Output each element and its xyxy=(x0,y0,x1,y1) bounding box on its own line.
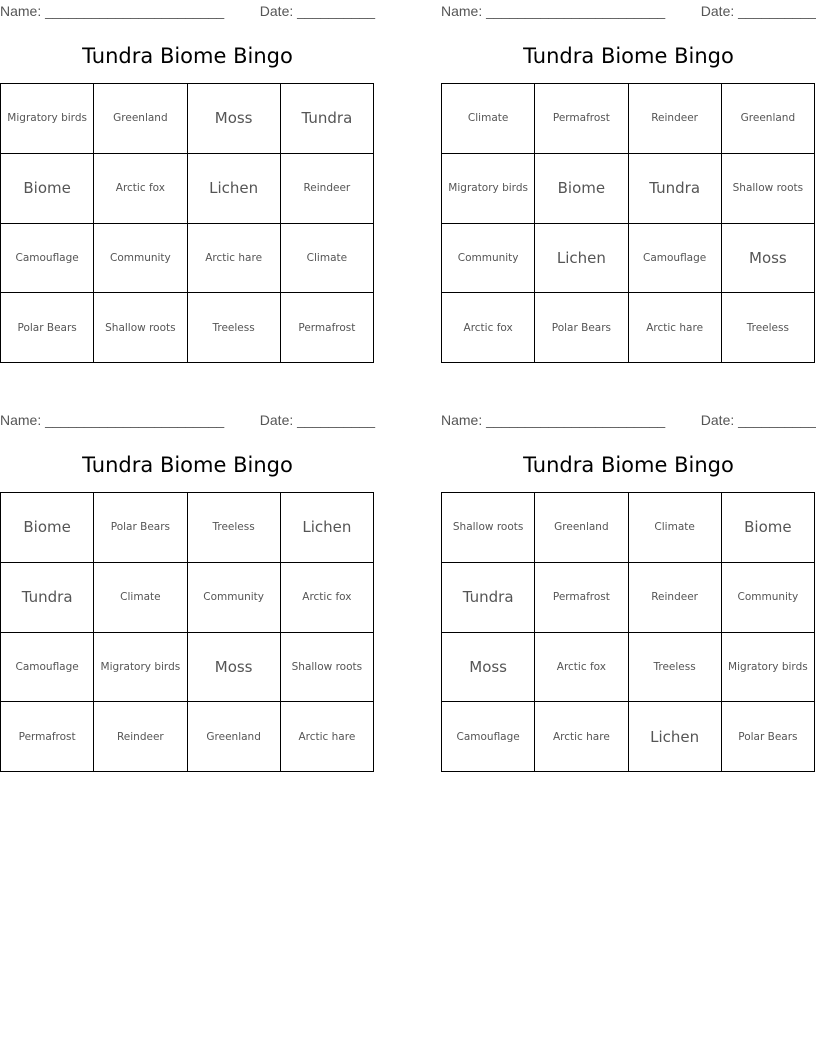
bingo-cell: Climate xyxy=(442,84,535,154)
bingo-cell: Arctic hare xyxy=(188,224,281,294)
card-title: Tundra Biome Bingo xyxy=(82,453,293,477)
bingo-cell: Lichen xyxy=(281,493,374,563)
bingo-cell: Arctic fox xyxy=(442,293,535,363)
bingo-card-3 xyxy=(0,409,375,743)
name-field: Name: _______________________ xyxy=(441,3,666,19)
bingo-grid xyxy=(0,492,374,772)
bingo-cell: Arctic hare xyxy=(535,702,628,772)
bingo-cell: Migratory birds xyxy=(442,154,535,224)
bingo-card-1 xyxy=(0,0,375,334)
bingo-card-4 xyxy=(441,409,816,746)
bingo-cell: Reindeer xyxy=(629,84,722,154)
bingo-cell: Shallow roots xyxy=(94,293,187,363)
bingo-cell: Community xyxy=(188,563,281,633)
bingo-cell: Camouflage xyxy=(1,633,94,703)
bingo-cell: Polar Bears xyxy=(1,293,94,363)
bingo-cell: Reindeer xyxy=(629,563,722,633)
bingo-cell: Greenland xyxy=(188,702,281,772)
bingo-cell: Treeless xyxy=(188,493,281,563)
card-title: Tundra Biome Bingo xyxy=(523,44,734,68)
bingo-cell: Community xyxy=(94,224,187,294)
bingo-cell: Greenland xyxy=(722,84,815,154)
name-field: Name: _______________________ xyxy=(0,412,225,428)
bingo-cell: Arctic fox xyxy=(281,563,374,633)
bingo-cell: Permafrost xyxy=(281,293,374,363)
bingo-cell: Camouflage xyxy=(442,702,535,772)
bingo-cell: Camouflage xyxy=(629,224,722,294)
bingo-card-2 xyxy=(441,0,816,334)
bingo-cell: Climate xyxy=(281,224,374,294)
bingo-cell: Arctic hare xyxy=(629,293,722,363)
bingo-cell: Greenland xyxy=(94,84,187,154)
bingo-cell: Tundra xyxy=(1,563,94,633)
bingo-cell: Lichen xyxy=(188,154,281,224)
bingo-cell: Tundra xyxy=(442,563,535,633)
bingo-cell: Lichen xyxy=(629,702,722,772)
bingo-cell: Treeless xyxy=(629,633,722,703)
date-field: Date: __________ xyxy=(700,3,816,19)
bingo-cell: Permafrost xyxy=(535,563,628,633)
bingo-cell: Permafrost xyxy=(1,702,94,772)
bingo-cell: Tundra xyxy=(281,84,374,154)
bingo-cell: Biome xyxy=(1,493,94,563)
bingo-cell: Migratory birds xyxy=(722,633,815,703)
bingo-cell: Reindeer xyxy=(94,702,187,772)
bingo-cell: Tundra xyxy=(629,154,722,224)
bingo-cell: Arctic fox xyxy=(535,633,628,703)
bingo-cell: Migratory birds xyxy=(1,84,94,154)
bingo-cell: Treeless xyxy=(722,293,815,363)
bingo-cell: Migratory birds xyxy=(94,633,187,703)
bingo-cell: Greenland xyxy=(535,493,628,563)
bingo-grid xyxy=(0,83,374,363)
card-title: Tundra Biome Bingo xyxy=(82,44,293,68)
bingo-cell: Shallow roots xyxy=(281,633,374,703)
bingo-cell: Moss xyxy=(188,84,281,154)
name-field: Name: _______________________ xyxy=(441,412,666,428)
bingo-cell: Permafrost xyxy=(535,84,628,154)
bingo-cell: Reindeer xyxy=(281,154,374,224)
bingo-cell: Polar Bears xyxy=(535,293,628,363)
bingo-cell: Arctic hare xyxy=(281,702,374,772)
bingo-cell: Climate xyxy=(629,493,722,563)
bingo-cell: Treeless xyxy=(188,293,281,363)
bingo-cell: Polar Bears xyxy=(94,493,187,563)
date-field: Date: __________ xyxy=(700,412,816,428)
bingo-cell: Lichen xyxy=(535,224,628,294)
bingo-cell: Community xyxy=(442,224,535,294)
bingo-cell: Polar Bears xyxy=(722,702,815,772)
bingo-grid xyxy=(441,492,815,772)
bingo-cell: Climate xyxy=(94,563,187,633)
bingo-cell: Shallow roots xyxy=(442,493,535,563)
name-field: Name: _______________________ xyxy=(0,3,225,19)
bingo-cell: Camouflage xyxy=(1,224,94,294)
bingo-cell: Community xyxy=(722,563,815,633)
bingo-cell: Moss xyxy=(188,633,281,703)
bingo-cell: Biome xyxy=(535,154,628,224)
date-field: Date: __________ xyxy=(259,3,375,19)
bingo-grid xyxy=(441,83,815,363)
bingo-cell: Biome xyxy=(1,154,94,224)
bingo-cell: Biome xyxy=(722,493,815,563)
bingo-cell: Moss xyxy=(442,633,535,703)
bingo-cell: Shallow roots xyxy=(722,154,815,224)
date-field: Date: __________ xyxy=(259,412,375,428)
card-title: Tundra Biome Bingo xyxy=(523,453,734,477)
bingo-cell: Arctic fox xyxy=(94,154,187,224)
bingo-cell: Moss xyxy=(722,224,815,294)
